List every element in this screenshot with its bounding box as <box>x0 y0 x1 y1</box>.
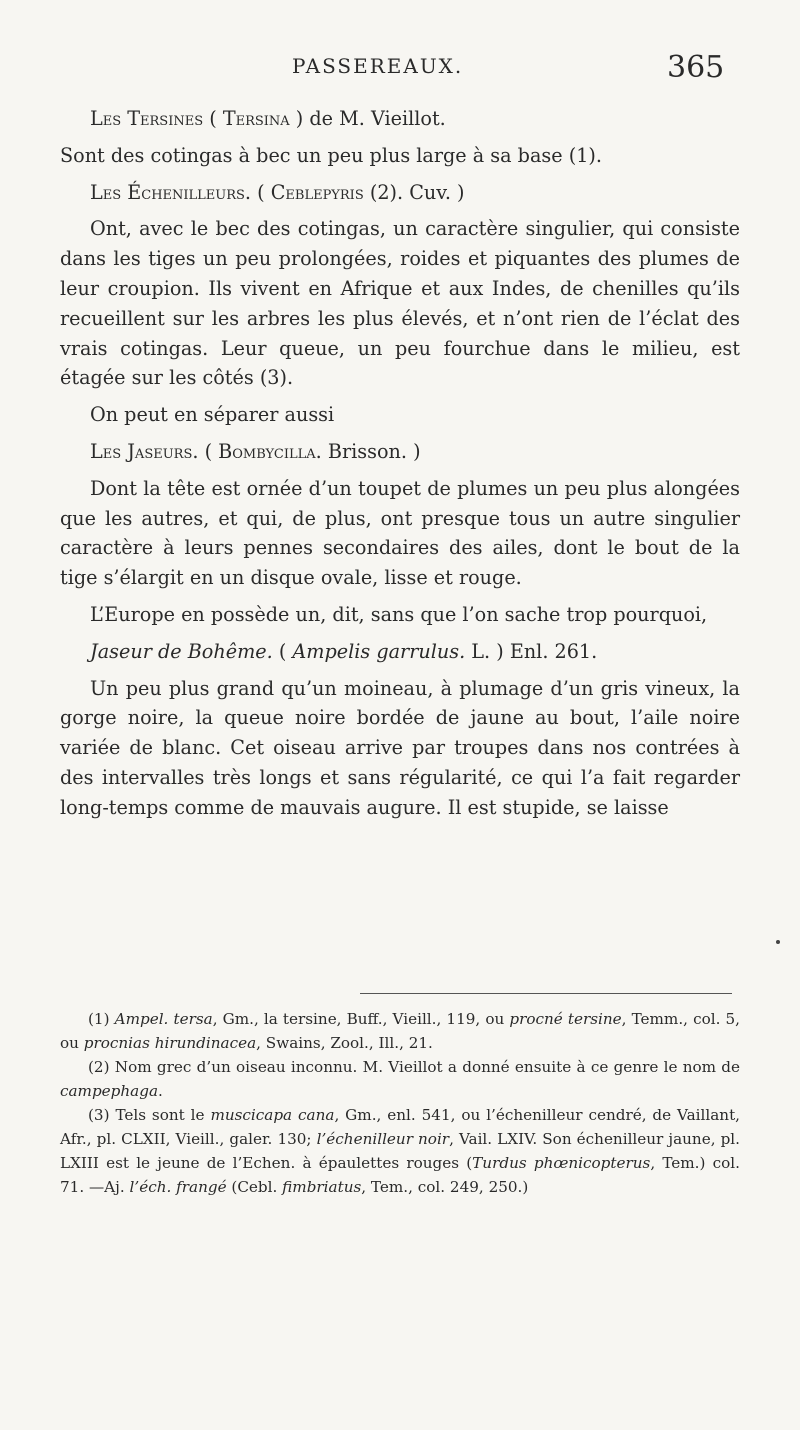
running-head <box>0 52 800 92</box>
footnote-text: Nom grec d’un oiseau inconnu. M. Vieillot a donné ensuite à ce genre le nom de <box>114 1058 741 1076</box>
genus-authority: (2). Cuv. <box>369 180 451 204</box>
genus-name: Les Échenilleurs. <box>90 180 252 204</box>
paper-speck <box>776 940 780 944</box>
footnote-2 <box>60 1055 740 1103</box>
footnote-number: (3) <box>88 1106 110 1124</box>
footnote-latin: l’éch. frangé <box>129 1178 227 1196</box>
footnote-text: , Gm., enl. 541, ou l’échenilleur cendré, de Vaillant, Afr., pl. CLXII, Vieill., galer. 130; <box>60 1106 741 1148</box>
footnote-latin: Ampel. tersa <box>114 1010 213 1028</box>
footnotes <box>60 1007 740 1199</box>
genus-authority: Brisson. <box>327 439 407 463</box>
footnote-latin: muscicapa cana <box>210 1106 335 1124</box>
genus-heading-tersines: Les Tersines ( Tersina ) de M. Vieillot. <box>90 107 446 130</box>
paragraph-separer: On peut en séparer aussi <box>90 403 335 427</box>
footnote-text: , Tem.) col. 71. —Aj. <box>60 1154 740 1196</box>
footnote-latin: procnias hirundinacea <box>83 1034 257 1052</box>
species-heading: Jaseur de Bohême. ( Ampelis garrulus. L. ) Enl. 261. <box>90 639 598 663</box>
footnote-text: , Gm., la tersine, Buff., Vieill., 119, ou <box>212 1010 505 1028</box>
footnote-text: . <box>158 1082 163 1100</box>
footnote-number: (2) <box>88 1058 110 1076</box>
paragraph-echenilleurs: Ont, avec le bec des cotingas, un caractère singulier, qui consiste dans les tiges un peu prolongées, roides et piquantes des plumes de leur croupion. Ils vivent en Afrique et aux Indes, de chenilles qu’ils recueillent sur les arbres les plus élevés, et n’ont rien de l’éclat des vrais cotingas. Leur queue, un peu fourchue dans le milieu, est étagée sur les côtés (3). <box>60 217 740 390</box>
paragraph-europe: L’Europe en possède un, dit, sans que l’on sache trop pourquoi, <box>90 602 708 626</box>
footnote-text: , Vail. LXIV. Son échenilleur jaune, pl. LXIII est le jeune de l’Echen. à épaulettes rouges ( <box>60 1130 740 1172</box>
species-name: Jaseur de Bohême. <box>90 639 273 663</box>
page-number: 365 <box>667 50 725 85</box>
running-title: PASSEREAUX. <box>292 54 464 78</box>
genus-latin: Ceblepyris <box>270 180 364 204</box>
paragraph-description: Un peu plus grand qu’un moineau, à plumage d’un gris vineux, la gorge noire, la queue noire bordée de jaune au bout, l’aile noire variée de blanc. Cet oiseau arrive par troupes dans nos contrées à des intervalles très longs et sans régularité, ce qui l’a fait regarder long-temps comme de mauvais augure. Il est stupide, se laisse <box>60 676 740 819</box>
genus-name: Les Tersines <box>90 107 204 130</box>
genus-latin: Bombycilla. <box>218 439 322 463</box>
footnote-text: , Tem., col. 249, 250.) <box>361 1178 529 1196</box>
footnote-text: Tels sont le <box>115 1106 205 1124</box>
paragraph-tersines: Sont des cotingas à bec un peu plus large à sa base (1). <box>60 143 602 167</box>
genus-authority: de M. Vieillot. <box>309 107 446 130</box>
footnote-text: , Swains, Zool., Ill., 21. <box>256 1034 433 1052</box>
footnote-3 <box>60 1103 740 1199</box>
footnote-text: (Cebl. <box>231 1178 278 1196</box>
footnote-text: , Temm., col. 5, ou <box>60 1010 740 1052</box>
footnote-latin: campephaga <box>60 1082 159 1100</box>
footnote-rule <box>360 993 732 994</box>
footnote-number: (1) <box>88 1010 110 1028</box>
species-latin: Ampelis garrulus. <box>292 639 466 663</box>
species-reference: L. ) Enl. 261. <box>471 639 598 663</box>
footnote-latin: fimbriatus <box>282 1178 362 1196</box>
genus-name: Les Jaseurs. <box>90 439 199 463</box>
genus-latin: Tersina <box>222 107 290 130</box>
footnote-latin: procné tersine <box>509 1010 622 1028</box>
footnote-latin: l’échenilleur noir <box>316 1130 450 1148</box>
genus-heading-echenilleurs: Les Échenilleurs. ( Ceblepyris (2). Cuv. ) <box>90 180 465 204</box>
body-text <box>60 104 740 830</box>
paragraph-jaseurs: Dont la tête est ornée d’un toupet de plumes un peu plus alongées que les autres, et qui, de plus, ont presque tous un autre singulier caractère à leurs pennes secondaires des ailes, dont le bout de la tige s’élargit en un disque ovale, lisse et rouge. <box>60 476 740 590</box>
genus-heading-jaseurs: Les Jaseurs. ( Bombycilla. Brisson. ) <box>90 439 421 463</box>
footnote-latin: Turdus phœnicopterus <box>472 1154 651 1172</box>
footnote-1 <box>60 1007 740 1055</box>
